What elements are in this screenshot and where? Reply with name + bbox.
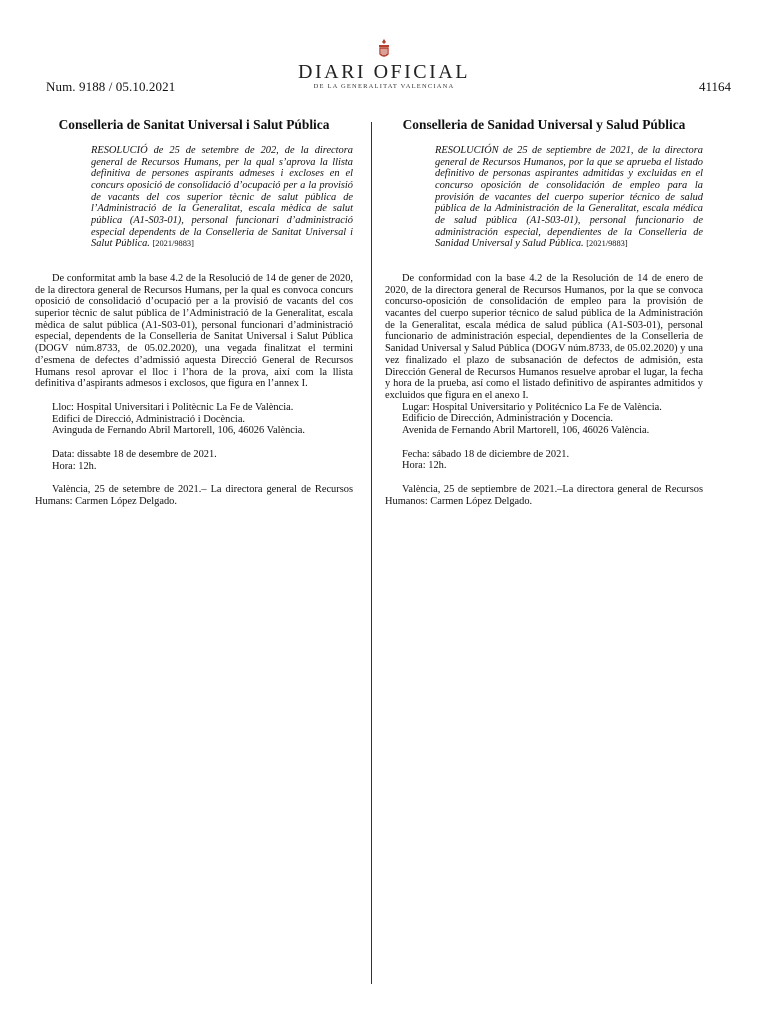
department-title: Conselleria de Sanidad Universal y Salud Pública: [402, 117, 686, 132]
column-divider: [371, 122, 372, 984]
document-reference: [2021/9883]: [586, 239, 628, 249]
building-line: Edifici de Direcció, Administració i Docència.: [52, 413, 246, 425]
exam-date: Fecha: sábado 18 de diciembre de 2021.: [402, 448, 570, 460]
resolution-body: De conformidad con la base 4.2 de la Resolución de 14 de enero de 2020, de la directora general de Recursos Humanos, por la que se convoca concurso-oposición de consolidación de empleo para la provisión de vacantes del cuerpo superior técnico de salud pública de la Administración de la Generalitat, escala médica de salud pública (A1-S03-01), personal funcionario de administración especial, dependientes de la Conselleria de Sanidad Universal y Salud Pública (DOGV núm.8733, de 05.02.2020) y una vez finalizado el plazo de subsanación de defectos de admisión, esta Dirección General de Recursos Humanos resuelve aprobar el lugar, la fecha y hora de la prueba, así como el listado definitivo de aspirantes admitidos y excluidos que figura en el anexo I.: [385, 272, 703, 401]
exam-hour: Hora: 12h.: [402, 460, 447, 472]
journal-title: DIARI OFICIAL: [298, 61, 470, 83]
address-line: Avinguda de Fernando Abril Martorell, 106, 46026 València.: [52, 425, 305, 437]
signature-block: València, 25 de septiembre de 2021.–La directora general de Recursos Humanos: Carmen López Delgado.: [385, 484, 703, 507]
resolution-body: De conformitat amb la base 4.2 de la Resolució de 14 de gener de 2020, de la directora general de Recursos Humans, per la qual es convoca concurs oposició de consolidació d’ocupació per a la provisió de vacants del cos superior tècnic de salut pública de l’Administració de la Generalitat, escala mèdica de salut pública (A1-S03-01), personal funcionari d’administració especial, dependents de la Conselleria de Sanitat Universal i Salut Pública (DOGV núm.8733, de 05.02.2020), una vegada finalitzat el termini d’esmena de defectes d’admissió aquesta Direcció General de Recursos Humans resol aprovar el lloc i l’hora de la prova, així com la llista definitiva d’aspirants admesos i exclosos, que figura en l’annex I.: [35, 272, 353, 390]
column-spanish: [385, 117, 703, 508]
resolution-summary: RESOLUCIÓN de 25 de septiembre de 2021, de la directora general de Recursos Humanos, por la que se aprueba el listado definitivo de personas aspirantes admitidas y excluidas en el concurso oposición de consolidación de empleo para la provisión de vacantes del cuerpo superior técnico de salud pública de la Administración de la Generalitat, escala médica de salud pública (A1-S03-01), personal funcionario de administración especial, dependientes de la Conselleria de Sanidad Universal y Salud Pública. [2021/9883]: [435, 145, 703, 250]
journal-subtitle: DE LA GENERALITAT VALENCIANA: [313, 83, 455, 90]
exam-hour: Hora: 12h.: [52, 460, 97, 472]
column-valencian: [35, 117, 353, 508]
resolution-summary: RESOLUCIÓ de 25 de setembre de 202, de la directora general de Recursos Humans, per la qual s’aprova la llista definitiva de persones aspirants admeses i excloses en el concurs oposició de consolidació d’ocupació per a la provisió de vacants del cos superior tècnic de salut pública de l’Administració de la Generalitat, escala mèdica de salut pública (A1-S03-01), personal funcionari d’administració especial dependents de la Conselleria de Sanitat Universal i Salut Pública. [2021/9883]: [91, 145, 353, 250]
signature-block: València, 25 de setembre de 2021.– La directora general de Recursos Humans: Carmen López Delgado.: [35, 484, 353, 508]
department-title: Conselleria de Sanitat Universal i Salut Pública: [58, 117, 330, 132]
building-line: Edificio de Dirección, Administración y Docencia.: [402, 413, 613, 425]
place-line: Lugar: Hospital Universitario y Politécnico La Fe de València.: [402, 401, 662, 413]
exam-date: Data: dissabte 18 de desembre de 2021.: [52, 449, 217, 461]
document-reference: [2021/9883]: [152, 239, 194, 249]
place-line: Lloc: Hospital Universitari i Politècnic La Fe de València.: [52, 401, 294, 413]
generalitat-crest-icon: [375, 38, 393, 60]
address-line: Avenida de Fernando Abril Martorell, 106, 46026 València.: [402, 425, 650, 437]
issue-number-date: Num. 9188 / 05.10.2021: [46, 79, 176, 94]
journal-masthead: [0, 38, 768, 91]
page-number: 41164: [698, 79, 731, 94]
